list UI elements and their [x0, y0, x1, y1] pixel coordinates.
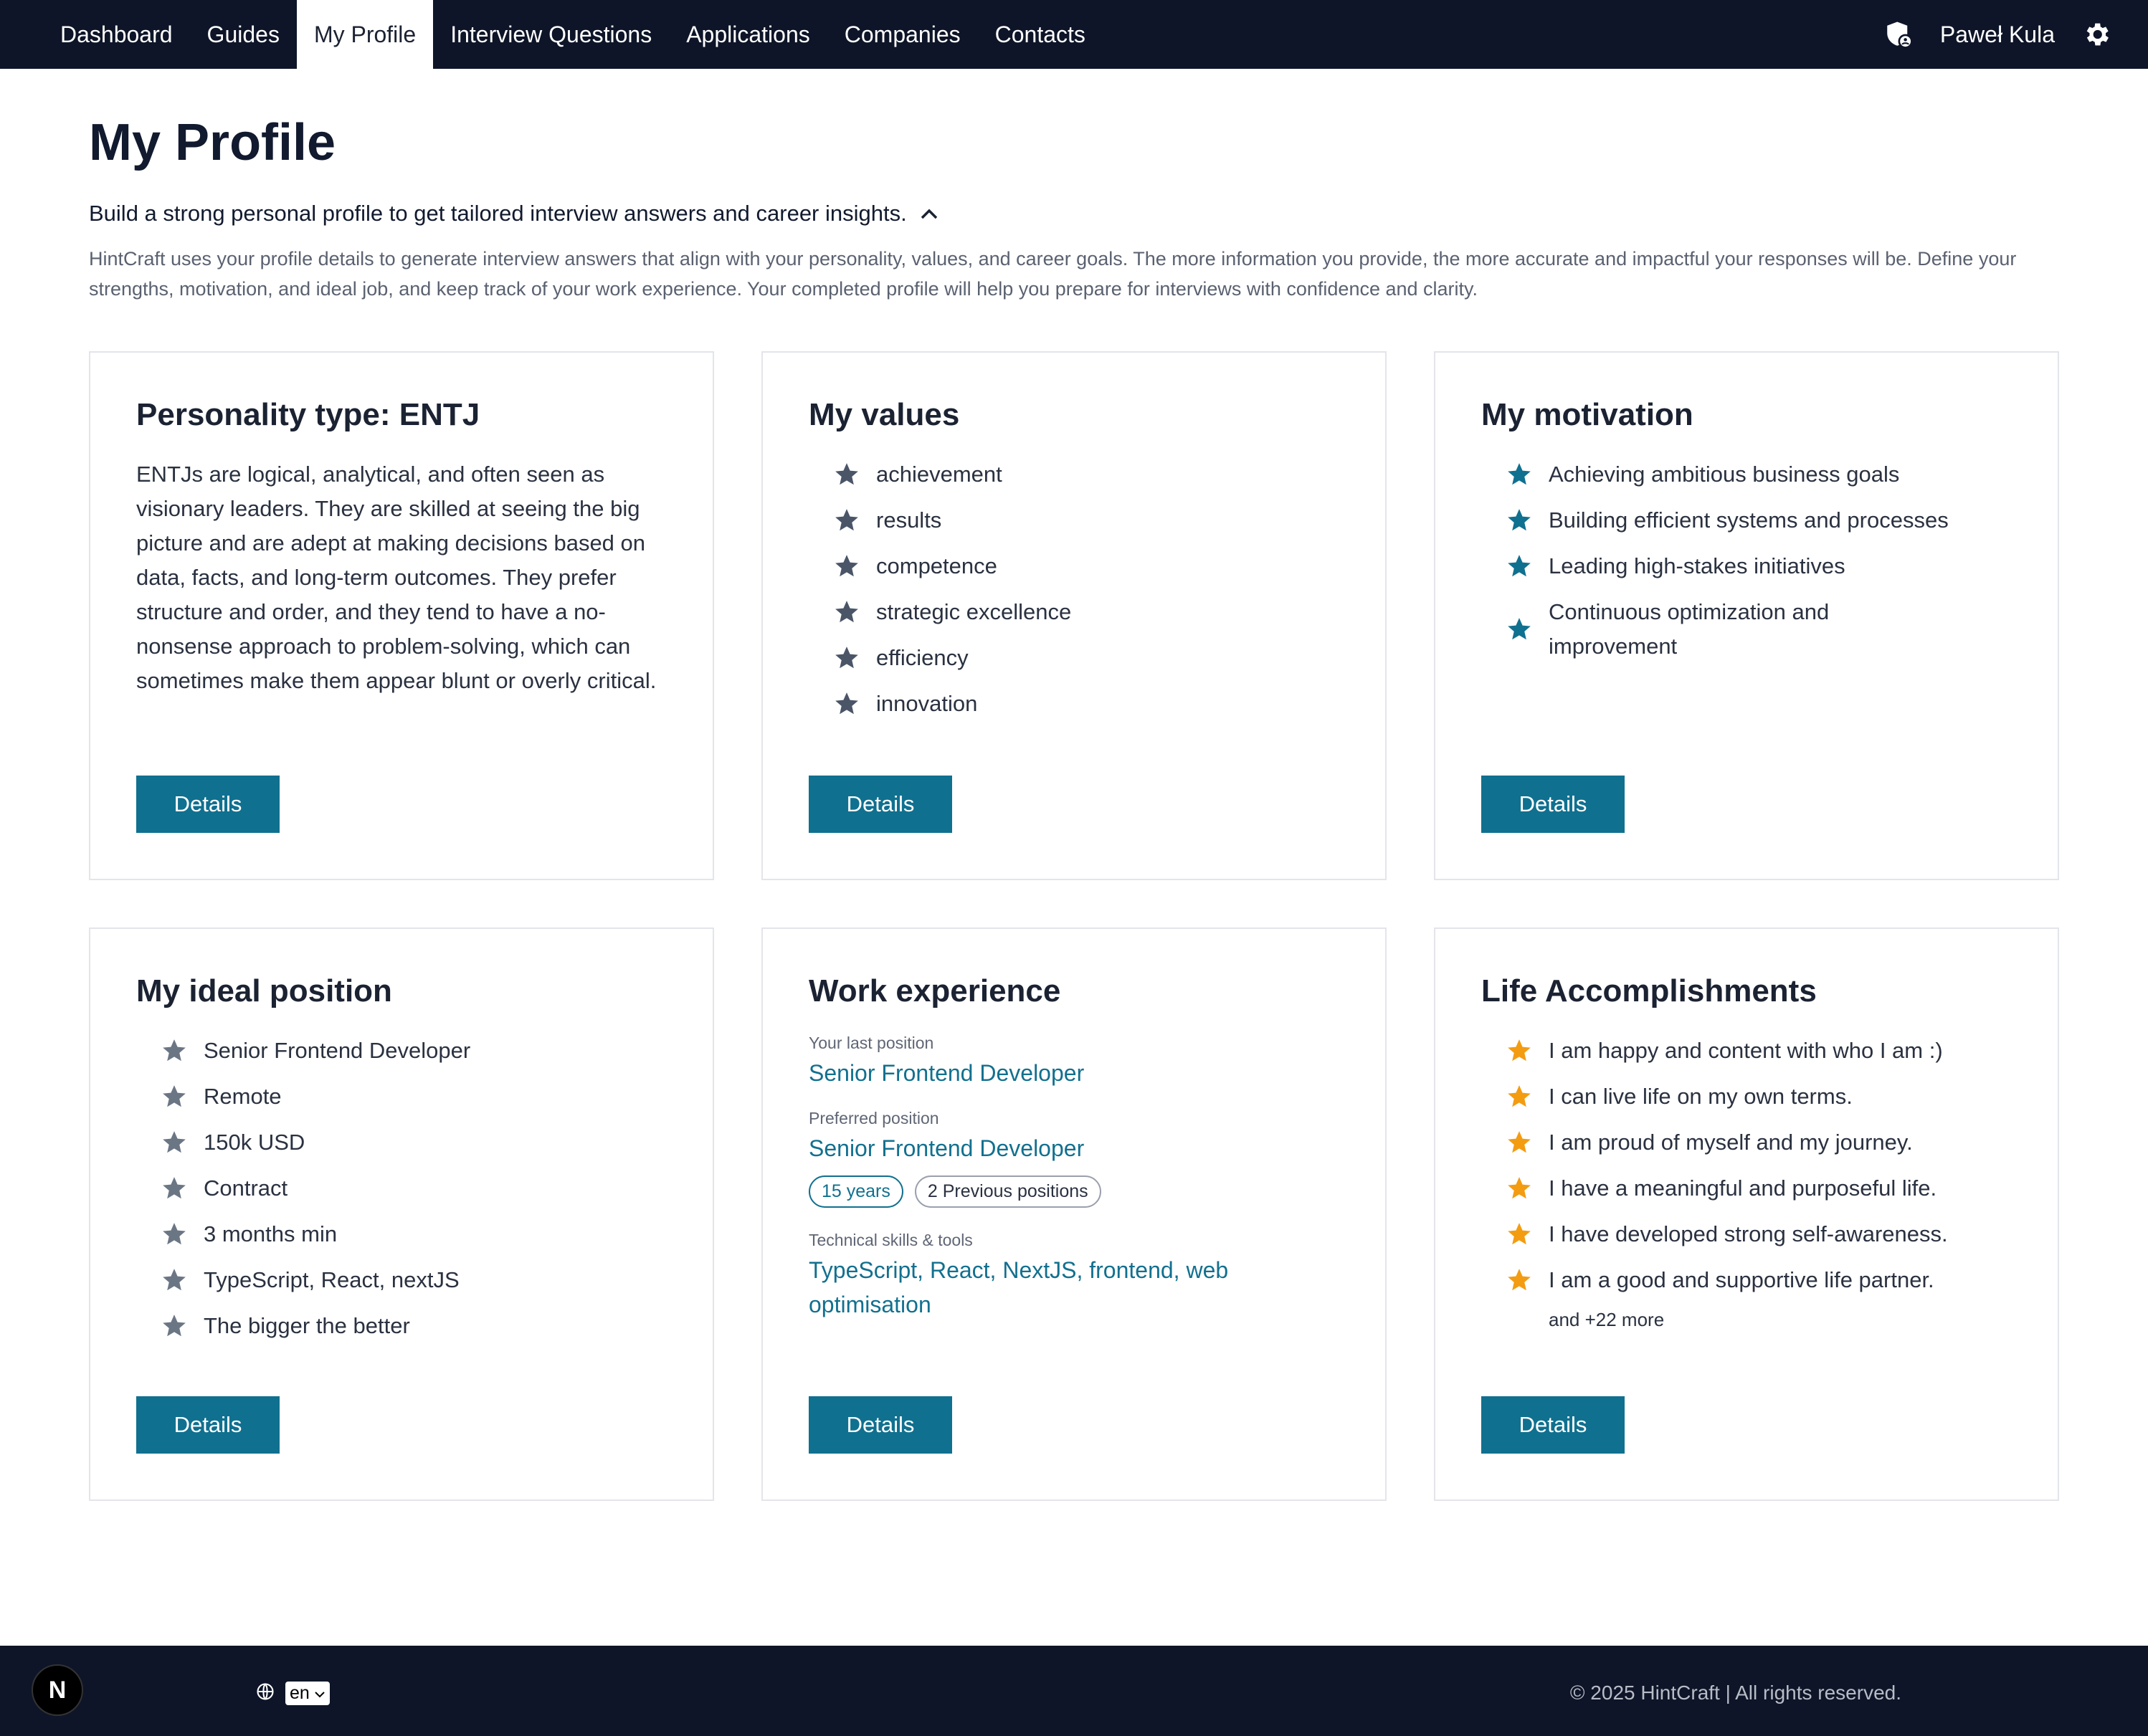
card-title: Life Accomplishments — [1481, 973, 1817, 1008]
more-accomplishments: and +22 more — [1549, 1309, 1665, 1330]
intro-toggle[interactable] — [89, 201, 938, 226]
values-card — [761, 351, 1387, 880]
values-list — [809, 457, 1339, 721]
top-nav — [0, 0, 2148, 69]
nav-item-contacts[interactable]: Contacts — [994, 21, 1085, 47]
last-position-link[interactable]: Senior Frontend Developer — [809, 1060, 1085, 1086]
skills-link[interactable]: TypeScript, React, NextJS, frontend, web optimisation — [809, 1257, 1229, 1317]
list-item — [161, 1263, 667, 1297]
value-text: results — [876, 507, 942, 533]
intro-heading: Build a strong personal profile to get tailored interview answers and career insights. — [89, 201, 907, 226]
skills-label: Technical skills & tools — [809, 1231, 973, 1249]
star-icon — [1506, 1217, 1534, 1251]
list-item — [161, 1125, 667, 1160]
preferred-position-link[interactable]: Senior Frontend Developer — [809, 1135, 1085, 1161]
motivation-list — [1481, 457, 2012, 664]
value-text: competence — [876, 553, 997, 578]
card-title: My motivation — [1481, 397, 1693, 432]
accomplishment-text: I am happy and content with who I am :) — [1549, 1038, 1943, 1063]
nav-right — [1883, 0, 2112, 69]
star-icon — [161, 1263, 189, 1297]
list-item — [1506, 503, 2012, 538]
life-accomplishments-card — [1434, 927, 2059, 1501]
list-item — [833, 687, 1339, 721]
ideal-position-details-button[interactable]: Details — [136, 1396, 280, 1454]
motivation-text: Achieving ambitious business goals — [1549, 462, 1900, 487]
star-icon — [1506, 1263, 1534, 1297]
motivation-card — [1434, 351, 2059, 880]
star-icon — [833, 595, 862, 629]
page-title: My Profile — [89, 114, 336, 171]
ideal-text: The bigger the better — [204, 1313, 410, 1338]
list-item — [1506, 1034, 2012, 1068]
years-badge: 15 years — [809, 1175, 903, 1208]
user-name[interactable]: Paweł Kula — [1939, 21, 2055, 47]
chevron-up-icon[interactable] — [920, 201, 938, 226]
nav-item-interview-questions[interactable]: Interview Questions — [450, 21, 652, 47]
list-item — [833, 641, 1339, 675]
language-value: en — [290, 1683, 310, 1703]
nav-item-companies[interactable]: Companies — [844, 21, 961, 47]
accomplishment-text: I have developed strong self-awareness. — [1549, 1221, 1948, 1246]
card-title: Work experience — [809, 973, 1061, 1008]
list-item — [161, 1171, 667, 1206]
personality-details-button[interactable]: Details — [136, 776, 280, 833]
list-item — [1506, 1171, 2012, 1206]
star-icon — [833, 549, 862, 583]
value-text: strategic excellence — [876, 599, 1072, 624]
list-item — [1506, 457, 2012, 492]
star-icon — [833, 503, 862, 538]
star-icon — [161, 1217, 189, 1251]
accomplishment-text: I am a good and supportive life partner. — [1549, 1267, 1934, 1292]
star-icon — [1506, 457, 1534, 492]
accomplishment-text: I can live life on my own terms. — [1549, 1084, 1853, 1109]
personality-description: ENTJs are logical, analytical, and often seen as visionary leaders. They are skilled at seeing the big picture and are adept at making decisions based on data, facts, and long-term outcomes. They prefer structure and order, and they tend to have a no-nonsense approach to problem-solving, which can sometimes make them appear blunt or overly critical. — [136, 462, 657, 693]
motivation-text: Building efficient systems and processes — [1549, 507, 1949, 533]
ideal-position-card — [89, 927, 714, 1501]
work-experience-details-button[interactable]: Details — [809, 1396, 952, 1454]
list-item — [161, 1217, 667, 1251]
nav-item-dashboard[interactable]: Dashboard — [60, 21, 173, 47]
chevron-down-icon — [314, 1683, 325, 1704]
experience-chips — [809, 1175, 1339, 1208]
motivation-text: Continuous optimization and improvement — [1549, 599, 1830, 659]
previous-positions-badge: 2 Previous positions — [915, 1175, 1101, 1208]
accomplishment-text: I am proud of myself and my journey. — [1549, 1130, 1913, 1155]
ideal-text: 150k USD — [204, 1130, 305, 1155]
work-experience-card — [761, 927, 1387, 1501]
star-icon — [1506, 503, 1534, 538]
star-icon — [1506, 1171, 1534, 1206]
value-text: achievement — [876, 462, 1002, 487]
nav-item-my-profile[interactable]: My Profile — [297, 0, 433, 69]
star-icon — [1506, 549, 1534, 583]
intro-text: HintCraft uses your profile details to generate interview answers that align with your personality, values, and career goals. The more information you provide, the more accurate and impactful your responses will be. Define your strengths, motivation, and ideal job, and keep track of your work experience. Your completed profile will help you prepare for interviews with confidence and clarity. — [89, 248, 2017, 300]
star-icon — [833, 457, 862, 492]
copyright: © 2025 HintCraft | All rights reserved. — [1569, 1682, 1901, 1704]
language-switcher — [255, 1682, 330, 1705]
list-item — [833, 457, 1339, 492]
card-title: My values — [809, 397, 960, 432]
shield-user-icon[interactable] — [1883, 19, 1914, 50]
star-icon — [161, 1171, 189, 1206]
card-title: Personality type: ENTJ — [136, 397, 480, 432]
star-icon — [161, 1125, 189, 1160]
ideal-position-list — [136, 1034, 667, 1343]
gear-icon[interactable] — [2081, 19, 2112, 50]
globe-icon — [255, 1682, 275, 1705]
preferred-position-label: Preferred position — [809, 1109, 939, 1127]
next-badge[interactable]: N — [32, 1664, 83, 1716]
personality-card — [89, 351, 714, 880]
ideal-text: Contract — [204, 1175, 288, 1201]
list-item — [1506, 595, 2012, 664]
values-details-button[interactable]: Details — [809, 776, 952, 833]
last-position-label: Your last position — [809, 1034, 934, 1052]
list-item — [1506, 1263, 2012, 1297]
list-item — [833, 595, 1339, 629]
list-item — [161, 1079, 667, 1114]
list-item — [161, 1034, 667, 1068]
star-icon — [161, 1079, 189, 1114]
motivation-text: Leading high-stakes initiatives — [1549, 553, 1845, 578]
motivation-details-button[interactable]: Details — [1481, 776, 1625, 833]
life-accomplishments-details-button[interactable]: Details — [1481, 1396, 1625, 1454]
ideal-text: Senior Frontend Developer — [204, 1038, 471, 1063]
language-select[interactable] — [285, 1682, 330, 1705]
list-item — [1506, 1125, 2012, 1160]
nav-item-applications[interactable]: Applications — [686, 21, 810, 47]
accomplishments-list — [1481, 1034, 2012, 1297]
list-item — [1506, 1079, 2012, 1114]
star-icon — [833, 687, 862, 721]
nav-items — [43, 0, 1103, 69]
list-item — [1506, 549, 2012, 583]
star-icon — [1506, 1125, 1534, 1160]
star-icon — [1506, 1079, 1534, 1114]
star-icon — [833, 641, 862, 675]
list-item — [1506, 1217, 2012, 1251]
star-icon — [161, 1309, 189, 1343]
value-text: efficiency — [876, 645, 969, 670]
card-title: My ideal position — [136, 973, 392, 1008]
value-text: innovation — [876, 691, 978, 716]
list-item — [833, 549, 1339, 583]
ideal-text: TypeScript, React, nextJS — [204, 1267, 460, 1292]
list-item — [833, 503, 1339, 538]
accomplishment-text: I have a meaningful and purposeful life. — [1549, 1175, 1937, 1201]
star-icon — [1506, 595, 1534, 664]
list-item — [161, 1309, 667, 1343]
ideal-text: Remote — [204, 1084, 282, 1109]
nav-item-guides[interactable]: Guides — [206, 21, 280, 47]
ideal-text: 3 months min — [204, 1221, 338, 1246]
star-icon — [161, 1034, 189, 1068]
star-icon — [1506, 1034, 1534, 1068]
